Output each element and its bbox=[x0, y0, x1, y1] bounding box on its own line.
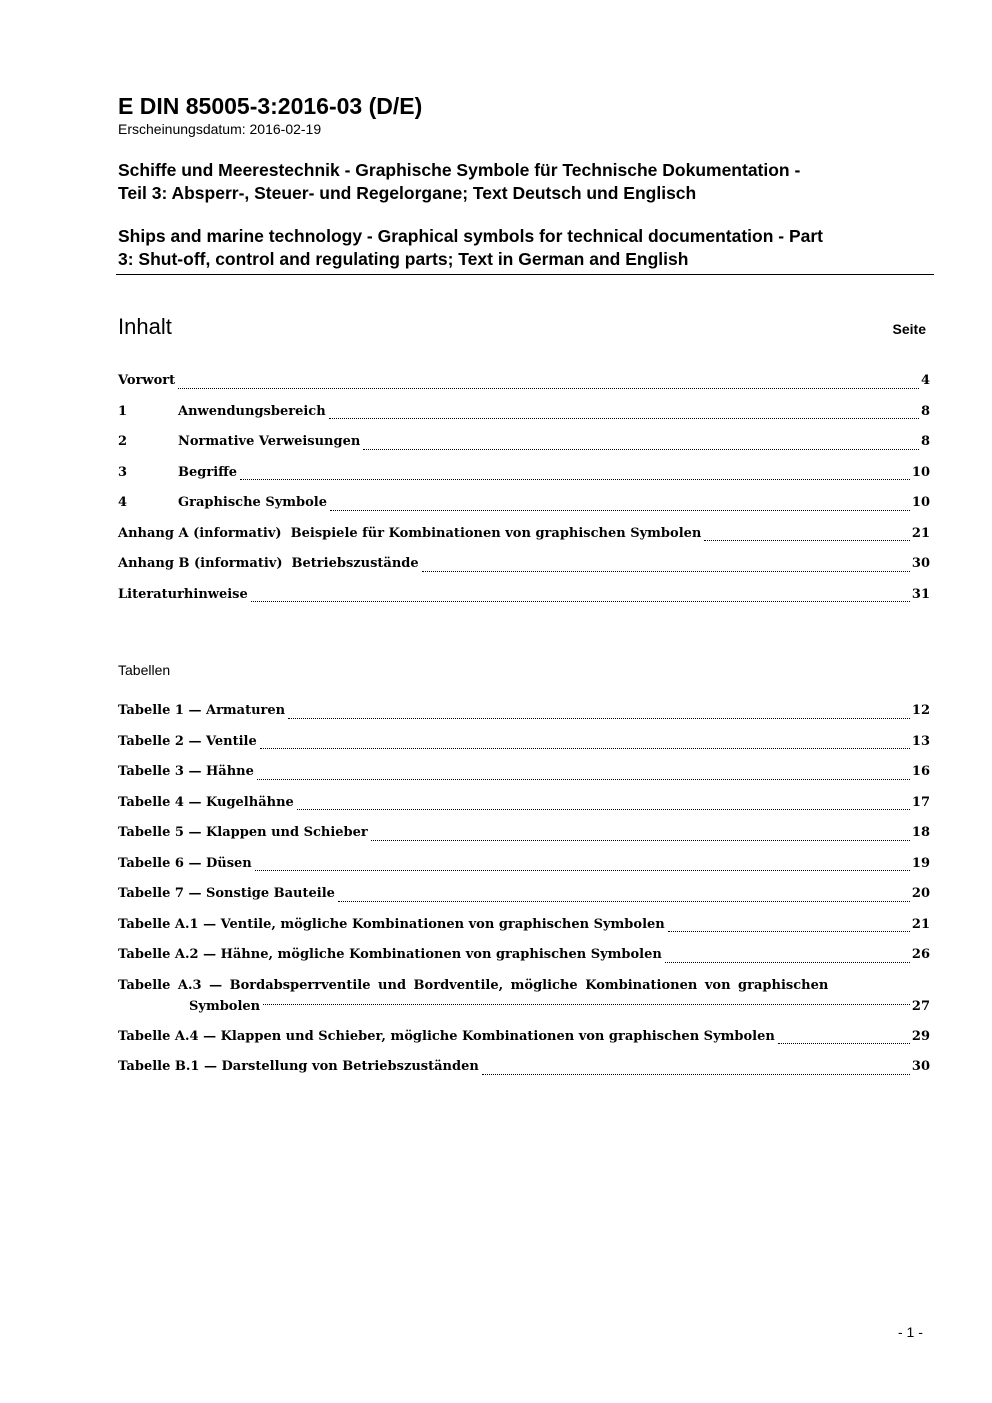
toc-entry-label: Literaturhinweise bbox=[118, 586, 248, 602]
toc-heading bbox=[118, 314, 926, 340]
table-entry-page: 21 bbox=[911, 916, 930, 932]
table-entry[interactable] bbox=[118, 883, 930, 914]
table-entry-label: Tabelle A.2 — Hähne, mögliche Kombinationen von graphischen Symbolen bbox=[118, 947, 662, 962]
table-entry-page: 26 bbox=[911, 947, 930, 962]
dot-leader bbox=[668, 931, 910, 932]
dot-leader bbox=[260, 748, 910, 749]
table-entry-label: Tabelle A.4 — Klappen und Schieber, mögliche Kombinationen von graphischen Symbolen bbox=[118, 1028, 775, 1044]
title-german bbox=[118, 159, 934, 205]
table-entry-page: 27 bbox=[911, 998, 930, 1014]
title-english-line-2: 3: Shut-off, control and regulating parts; Text in German and English bbox=[118, 249, 689, 269]
title-english bbox=[118, 225, 934, 271]
toc-entry-page: 8 bbox=[920, 434, 930, 449]
table-entry-label: Tabelle 3 — Hähne bbox=[118, 764, 254, 779]
toc-entry-page: 10 bbox=[911, 495, 930, 510]
table-entry[interactable] bbox=[118, 853, 930, 884]
dot-leader bbox=[255, 870, 910, 871]
toc-entry-label: Graphische Symbole bbox=[178, 495, 328, 510]
toc-entry-page: 8 bbox=[920, 403, 930, 419]
toc-entry-label: Vorwort bbox=[118, 373, 176, 388]
table-entry[interactable] bbox=[118, 731, 930, 762]
dot-leader bbox=[178, 388, 919, 389]
toc-entry-label: Normative Verweisungen bbox=[178, 434, 361, 449]
dot-leader bbox=[363, 449, 919, 450]
table-entry[interactable] bbox=[118, 1026, 930, 1057]
toc-entry-label: Anhang A (informativ) Beispiele für Kombinationen von graphischen Symbolen bbox=[118, 525, 702, 541]
dot-leader bbox=[263, 1004, 910, 1005]
toc-list bbox=[118, 370, 930, 614]
table-entry-label-line-1: Tabelle A.3 — Bordabsperrventile und Bordventile, mögliche Kombinationen von graphischen bbox=[118, 977, 829, 993]
table-entry-label: Tabelle 2 — Ventile bbox=[118, 733, 257, 749]
table-entry[interactable] bbox=[118, 975, 930, 1026]
page-number: - 1 - bbox=[898, 1324, 923, 1340]
dot-leader bbox=[778, 1043, 910, 1044]
table-entry-page: 17 bbox=[911, 794, 930, 810]
table-entry-page: 29 bbox=[911, 1028, 930, 1044]
toc-page-column-label: Seite bbox=[892, 321, 926, 337]
toc-title: Inhalt bbox=[118, 314, 172, 339]
toc-entry-page: 10 bbox=[911, 464, 930, 480]
table-entry-label: Tabelle 4 — Kugelhähne bbox=[118, 794, 294, 810]
table-entry-label: Tabelle 6 — Düsen bbox=[118, 855, 252, 871]
document-header bbox=[118, 92, 934, 271]
table-entry-page: 19 bbox=[911, 855, 930, 871]
table-entry[interactable] bbox=[118, 822, 930, 853]
dot-leader bbox=[422, 571, 910, 572]
toc-entry-page: 4 bbox=[920, 373, 930, 388]
document-id: E DIN 85005-3:2016-03 (D/E) bbox=[118, 93, 423, 119]
toc-entry-number: 1 bbox=[118, 403, 128, 419]
tables-list bbox=[118, 700, 930, 1087]
toc-entry-literaturhinweise[interactable] bbox=[118, 584, 930, 615]
dot-leader bbox=[329, 418, 919, 419]
table-entry-label: Tabelle A.1 — Ventile, mögliche Kombinationen von graphischen Symbolen bbox=[118, 916, 665, 932]
toc-entry-graphische-symbole[interactable] bbox=[118, 492, 930, 523]
dot-leader bbox=[297, 809, 910, 810]
dot-leader bbox=[330, 510, 910, 511]
table-entry-page: 12 bbox=[911, 703, 930, 718]
table-entry-page: 30 bbox=[911, 1059, 930, 1074]
dot-leader bbox=[338, 901, 910, 902]
table-entry[interactable] bbox=[118, 761, 930, 792]
table-entry-label: Tabelle 7 — Sonstige Bauteile bbox=[118, 886, 335, 901]
toc-entry-number: 4 bbox=[118, 495, 128, 510]
toc-entry-page: 21 bbox=[911, 525, 930, 541]
toc-entry-begriffe[interactable] bbox=[118, 462, 930, 493]
toc-entry-anhang-b[interactable] bbox=[118, 553, 930, 584]
dot-leader bbox=[251, 601, 910, 602]
table-entry[interactable] bbox=[118, 700, 930, 731]
dot-leader bbox=[288, 718, 910, 719]
dot-leader bbox=[482, 1074, 910, 1075]
dot-leader bbox=[240, 479, 910, 480]
toc-entry-label: Anwendungsbereich bbox=[178, 403, 326, 419]
table-entry-label-line-2: Symbolen bbox=[189, 998, 261, 1014]
table-entry-page: 20 bbox=[911, 886, 930, 901]
title-german-line-1: Schiffe und Meerestechnik - Graphische Symbole für Technische Dokumentation - bbox=[118, 160, 801, 180]
toc-entry-anhang-a[interactable] bbox=[118, 523, 930, 554]
header-divider bbox=[116, 274, 934, 275]
dot-leader bbox=[257, 779, 910, 780]
table-entry-page: 13 bbox=[911, 733, 930, 749]
toc-entry-vorwort[interactable] bbox=[118, 370, 930, 401]
tables-heading: Tabellen bbox=[118, 662, 171, 678]
toc-entry-anwendungsbereich[interactable] bbox=[118, 401, 930, 432]
table-entry-label: Tabelle B.1 — Darstellung von Betriebszuständen bbox=[118, 1059, 479, 1074]
toc-entry-number: 3 bbox=[118, 464, 128, 480]
toc-entry-page: 31 bbox=[911, 586, 930, 602]
title-german-line-2: Teil 3: Absperr-, Steuer- und Regelorgane; Text Deutsch und Englisch bbox=[118, 183, 697, 203]
table-entry-second-line bbox=[118, 996, 930, 1017]
table-entry[interactable] bbox=[118, 792, 930, 823]
toc-entry-normative-verweisungen[interactable] bbox=[118, 431, 930, 462]
table-entry-label: Tabelle 5 — Klappen und Schieber bbox=[118, 825, 368, 840]
table-entry-label: Tabelle 1 — Armaturen bbox=[118, 703, 286, 718]
toc-entry-label: Begriffe bbox=[178, 464, 238, 480]
title-english-line-1: Ships and marine technology - Graphical symbols for technical documentation - Part bbox=[118, 226, 823, 246]
table-entry[interactable] bbox=[118, 1056, 930, 1087]
toc-entry-page: 30 bbox=[911, 556, 930, 571]
dot-leader bbox=[665, 962, 910, 963]
publication-date: Erscheinungsdatum: 2016-02-19 bbox=[118, 121, 322, 137]
table-entry-page: 16 bbox=[911, 764, 930, 779]
table-entry-page: 18 bbox=[911, 825, 930, 840]
dot-leader bbox=[371, 840, 910, 841]
toc-entry-number: 2 bbox=[118, 434, 128, 449]
dot-leader bbox=[704, 540, 910, 541]
table-entry[interactable] bbox=[118, 944, 930, 975]
table-entry[interactable] bbox=[118, 914, 930, 945]
toc-entry-label: Anhang B (informativ) Betriebszustände bbox=[118, 556, 419, 571]
